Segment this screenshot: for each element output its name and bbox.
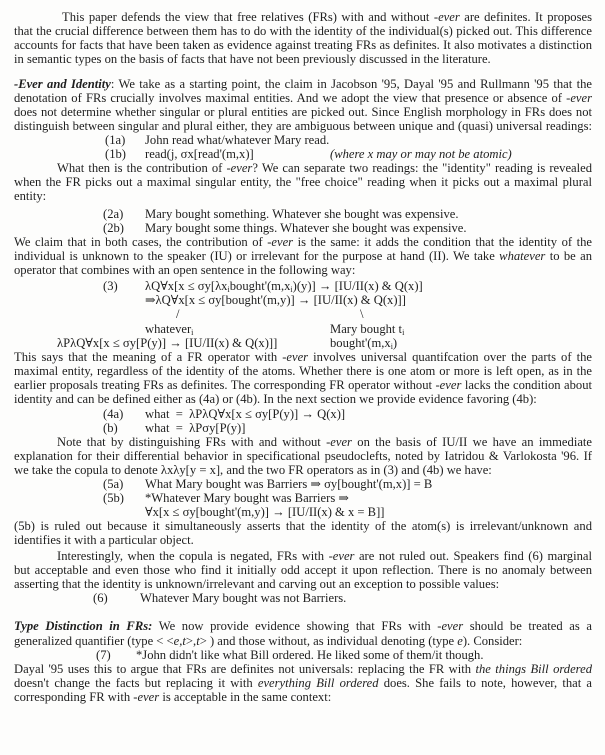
- text-run: /: [176, 307, 180, 321]
- text-run: identity and can be defined either as (4a) or (4b). In the next section we provide evidence favoring (4b):: [14, 392, 537, 406]
- italic-text: -ever: [326, 435, 352, 449]
- text-run: does not determine whether singular or plural entities are picked out. Since English morphology in FRs does not: [14, 105, 592, 119]
- text-line: [0, 662, 605, 676]
- text-line: [0, 189, 605, 203]
- text-line: [0, 392, 605, 406]
- example-label: [105, 147, 126, 161]
- text-run: corresponding FR with: [14, 690, 134, 704]
- text-line: [0, 676, 605, 690]
- text-line: [0, 435, 605, 449]
- text-run: We claim that in both cases, the contribution of: [14, 235, 268, 249]
- italic-text: -ever: [328, 549, 355, 563]
- text-segment-group: [14, 105, 592, 119]
- text-run: asserting that the identity is unknown/irrelevant and carving out an exception to possible values:: [14, 577, 500, 591]
- italic-text: -ever: [226, 161, 253, 175]
- text-segment-group: [14, 577, 499, 591]
- text-run: (b): [103, 421, 118, 435]
- example-label: [93, 591, 108, 605]
- text-run: should be treated as a: [463, 619, 592, 633]
- text-line: [0, 519, 605, 533]
- text-run: (1a): [105, 133, 126, 147]
- text-line: [0, 407, 605, 421]
- text-run: what = λPσy[P(y)]: [145, 421, 246, 435]
- italic-text: e: [457, 634, 463, 648]
- text-line: [0, 235, 605, 249]
- text-line: [0, 221, 605, 235]
- text-segment-group: [14, 634, 522, 648]
- text-run: accounts for facts that have been taken as evidence against treating FRs as definites. It also motivates a distinction: [14, 38, 592, 52]
- text-run: that the crucial difference between them has to do with the identity of the individual(s) picked out. This difference: [14, 24, 592, 38]
- text-run: ∀x[x ≤ σy[bought'(m,y)] → [IU/II(x) & x = B]]: [145, 505, 385, 519]
- text-line: [0, 591, 605, 605]
- text-run: (5b) is ruled out because it simultaneously asserts that the identity of the atom(s) is irrelevant/unknown and: [14, 519, 592, 533]
- example-label: [96, 648, 111, 662]
- text-run: (1b): [105, 147, 126, 161]
- text-run: \: [360, 307, 364, 321]
- text-run: maximal entity, regardless of the identity of the atoms. Whether there is one atom or more is left open, as in the: [14, 364, 592, 378]
- text-line: [0, 322, 605, 336]
- text-run: (5a): [103, 477, 124, 491]
- text-run: : We take as a starting point, the claim in Jacobson '95, Dayal '95 and Rullmann '95 that the: [110, 77, 592, 91]
- italic-text: the things Bill ordered: [475, 662, 593, 676]
- italic-text: e,t: [173, 634, 186, 648]
- text-run: to be an: [545, 249, 592, 263]
- text-line: [0, 690, 605, 704]
- text-segment-group: [330, 147, 512, 161]
- example-label: [103, 421, 118, 435]
- subscript: i: [191, 328, 194, 337]
- text-run: generalized quantifier (type < <: [14, 634, 174, 648]
- text-run: when the FR picks out a maximal singular entity, the "free choice" reading when it picks out a maximal plural: [14, 175, 592, 189]
- text-run: Mary bought something. Whatever she bought was expensive.: [145, 207, 459, 221]
- text-segment-group: [14, 189, 46, 203]
- text-line: [0, 505, 605, 519]
- text-run: read(j, σx[read'(m,x)]: [145, 147, 254, 161]
- text-line: [0, 477, 605, 491]
- text-segment-group: [145, 133, 329, 147]
- text-line: [0, 133, 605, 147]
- text-run: λPλQ∀x[x ≤ σy[P(y)] → [IU/II(x) & Q(x)]]: [57, 336, 278, 350]
- example-label: [103, 207, 123, 221]
- text-line: [0, 147, 605, 161]
- text-segment-group: [145, 221, 467, 235]
- text-run: (2a): [103, 207, 124, 221]
- subscript: i: [402, 328, 405, 337]
- text-run: are not ruled out. Speakers find (6) marginal: [354, 549, 592, 563]
- italic-text: -ever: [133, 690, 160, 704]
- text-segment-group: [14, 175, 592, 189]
- subscript: i: [227, 285, 230, 294]
- text-segment-group: [14, 38, 592, 52]
- text-run: is the same: it adds the condition that the identity of the: [293, 235, 592, 249]
- text-line: [0, 364, 605, 378]
- text-run: (4a): [103, 407, 124, 421]
- text-segment-group: [57, 161, 592, 175]
- text-segment-group: [14, 519, 592, 533]
- text-run: denotation of FRs crucially involves maximal entities. And we adopt the view that presence or absence of: [14, 91, 567, 105]
- example-label: [103, 407, 123, 421]
- text-segment-group: [14, 449, 592, 463]
- text-run: distinguish between singular and plural either, they are ambiguous between unique and (quasi) universal readings:: [14, 119, 592, 133]
- text-run: λQ∀x[x ≤ σy[λx: [145, 279, 228, 293]
- text-segment-group: [14, 533, 194, 547]
- text-segment-group: [14, 263, 355, 277]
- italic-text: everything Bill ordered: [257, 676, 379, 690]
- text-run: ⇒λQ∀x[x ≤ σy[bought'(m,y)] → [IU/II(x) & Q(x)]]: [145, 293, 406, 307]
- text-run: Interestingly, when the copula is negated, FRs with: [57, 549, 329, 563]
- text-segment-group: [14, 52, 491, 66]
- italic-text: -ever: [566, 91, 592, 105]
- text-segment-group: [145, 407, 345, 421]
- subscript: i: [290, 285, 293, 294]
- example-label: [103, 279, 118, 293]
- text-segment-group: [14, 235, 592, 249]
- text-segment-group: [14, 249, 592, 263]
- text-segment-group: [14, 119, 592, 133]
- text-run: on the basis of IU/II we have an immediate: [351, 435, 592, 449]
- text-line: [0, 91, 605, 105]
- text-line: [0, 634, 605, 648]
- text-segment-group: [140, 591, 346, 605]
- italic-text: -ever: [282, 350, 309, 364]
- text-run: (2b): [103, 221, 124, 235]
- text-line: [0, 279, 605, 293]
- example-label: [105, 133, 125, 147]
- text-segment-group: [145, 421, 245, 435]
- text-run: *Whatever Mary bought was Barriers ⇒: [145, 491, 349, 505]
- text-segment-group: [145, 491, 349, 505]
- text-run: We now provide evidence showing that FRs with: [152, 619, 438, 633]
- text-line: [0, 307, 605, 321]
- text-line: [0, 105, 605, 119]
- text-run: John read what/whatever Mary read.: [145, 133, 330, 147]
- subscript: i: [390, 342, 393, 351]
- text-segment-group: [14, 364, 592, 378]
- example-label: [103, 491, 124, 505]
- text-run: identifies it with a particular object.: [14, 533, 194, 547]
- text-run: Whatever Mary bought was not Barriers.: [140, 591, 347, 605]
- text-run: This says that the meaning of a FR operator with: [14, 350, 283, 364]
- text-segment-group: [145, 207, 459, 221]
- text-run: doesn't change the facts but replacing it with: [14, 676, 258, 690]
- text-run: bought'(m,x: [330, 336, 391, 350]
- text-segment-group: [14, 91, 592, 105]
- text-line: [0, 263, 605, 277]
- text-segment-group: [14, 619, 592, 633]
- section-heading: Type Distinction in FRs:: [14, 619, 153, 633]
- text-run: operator that combines with an open sentence in the following way:: [14, 263, 356, 277]
- example-label: [103, 221, 124, 235]
- italic-text: -ever: [435, 378, 462, 392]
- text-segment-group: [14, 676, 592, 690]
- text-segment-group: [62, 10, 592, 24]
- text-segment-group: [14, 378, 592, 392]
- text-segment-group: [14, 350, 592, 364]
- text-run: individual is unknown to the speaker (IU) or irrelevant for the purpose at hand (II). We take: [14, 249, 500, 263]
- text-run: Mary bought t: [330, 322, 403, 336]
- text-segment-group: [145, 505, 384, 519]
- text-line: [0, 52, 605, 66]
- text-line: [0, 648, 605, 662]
- text-run: *John didn't like what Bill ordered. He liked some of them/it though.: [136, 648, 484, 662]
- text-run: earlier proposals treating FRs as definites. The corresponding FR operator without: [14, 378, 436, 392]
- text-run: ): [392, 336, 398, 350]
- text-run: (6): [93, 591, 108, 605]
- text-segment-group: [14, 662, 592, 676]
- text-line: [0, 175, 605, 189]
- text-segment-group: [176, 307, 180, 321]
- text-run: > ) and those without, as individual denoting (type: [199, 634, 458, 648]
- text-segment-group: [14, 690, 331, 704]
- text-run: is acceptable in the same context:: [159, 690, 332, 704]
- text-run: This paper defends the view that free relatives (FRs) with and without: [62, 10, 434, 24]
- text-line: [0, 24, 605, 38]
- text-segment-group: [145, 477, 432, 491]
- text-line: [0, 77, 605, 91]
- italic-text: -ever: [433, 10, 460, 24]
- text-run: >,: [185, 634, 197, 648]
- text-segment-group: [14, 24, 592, 38]
- text-run: (5b): [103, 491, 124, 505]
- section-heading: -Ever and Identity: [14, 77, 111, 91]
- text-run: are definites. It proposes: [459, 10, 592, 24]
- text-run: Mary bought some things. Whatever she bought was expensive.: [145, 221, 467, 235]
- text-run: we take the copula to denote λxλy[y = x], and the two FR operators as in (3) and (4b) we have:: [14, 463, 492, 477]
- text-run: ). Consider:: [462, 634, 523, 648]
- text-line: [0, 619, 605, 633]
- text-line: [0, 336, 605, 350]
- text-line: [0, 421, 605, 435]
- text-line: [0, 350, 605, 364]
- italic-text: whatever: [499, 249, 546, 263]
- text-run: )(y)] → [IU/II(x) & Q(x)]: [292, 279, 423, 293]
- text-run: What Mary bought was Barriers ⇒ σy[bought'(m,x)] = B: [145, 477, 433, 491]
- text-run: in semantic types on the basis of facts that have not been previously discussed in the literature.: [14, 52, 491, 66]
- text-segment-group: [57, 336, 277, 350]
- text-run: entity:: [14, 189, 47, 203]
- text-segment-group: [57, 549, 592, 563]
- text-segment-group: [14, 77, 592, 91]
- italic-text: -ever: [267, 235, 294, 249]
- text-line: [0, 491, 605, 505]
- italic-text: t: [196, 634, 200, 648]
- text-segment-group: [145, 147, 254, 161]
- text-run: lacks the condition about: [461, 378, 593, 392]
- text-line: [0, 577, 605, 591]
- text-run: whatever: [145, 322, 192, 336]
- text-run: (7): [96, 648, 111, 662]
- text-line: [0, 249, 605, 263]
- text-segment-group: [14, 463, 492, 477]
- text-line: [0, 533, 605, 547]
- text-run: explanation for their differential behavior in specificational pseudoclefts, noted by Iatridou & Varlokosta '96. If: [14, 449, 592, 463]
- italic-text: -ever: [437, 619, 464, 633]
- text-run: does. She fails to note, however, that a: [378, 676, 592, 690]
- text-line: [0, 161, 605, 175]
- text-line: [0, 119, 605, 133]
- italic-text: (where x may or may not be atomic): [330, 147, 512, 161]
- text-run: What then is the contribution of: [57, 161, 227, 175]
- text-line: [0, 38, 605, 52]
- text-run: Note that by distinguishing FRs with and without: [57, 435, 327, 449]
- example-label: [103, 477, 123, 491]
- text-line: [0, 293, 605, 307]
- text-segment-group: [14, 563, 592, 577]
- text-segment-group: [57, 435, 592, 449]
- text-segment-group: [360, 307, 364, 321]
- text-run: but acceptable and even those who find it initially odd accept it upon reflection. There is no anomaly between: [14, 563, 592, 577]
- text-line: [0, 563, 605, 577]
- text-line: [0, 207, 605, 221]
- text-run: bought'(m,x: [229, 279, 291, 293]
- text-line: [0, 549, 605, 563]
- text-segment-group: [14, 392, 537, 406]
- text-segment-group: [136, 648, 484, 662]
- text-run: ? We can separate two readings: the "identity" reading is revealed: [252, 161, 593, 175]
- text-line: [0, 463, 605, 477]
- text-run: what = λPλQ∀x[x ≤ σy[P(y)] → Q(x)]: [145, 407, 346, 421]
- text-line: [0, 378, 605, 392]
- text-run: involves universal quantifcation over the parts of the: [308, 350, 593, 364]
- text-segment-group: [145, 293, 406, 307]
- text-run: (3): [103, 279, 118, 293]
- text-line: [0, 449, 605, 463]
- text-run: Dayal '95 uses this to argue that FRs are definites not universals: replacing the FR with: [14, 662, 476, 676]
- text-line: [0, 10, 605, 24]
